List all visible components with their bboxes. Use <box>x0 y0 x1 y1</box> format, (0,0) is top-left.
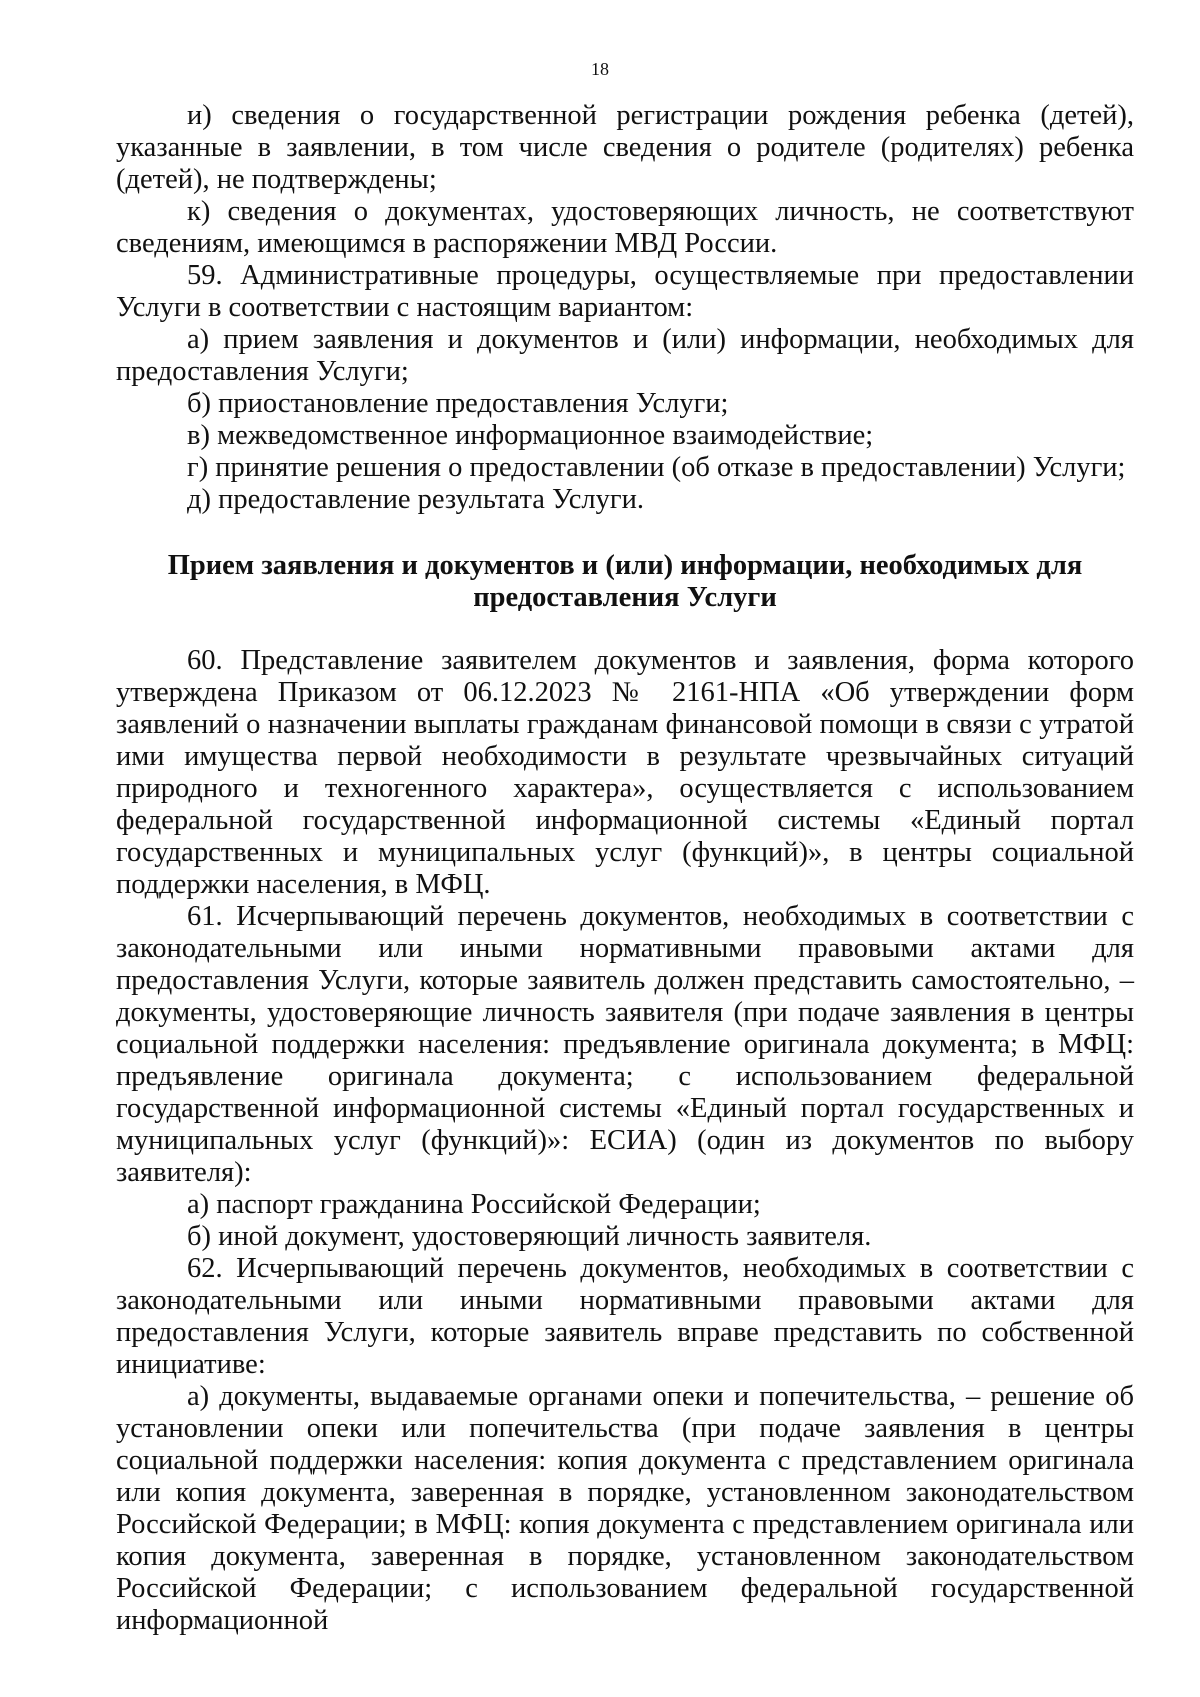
list-item-g-decision: г) принятие решения о предоставлении (об отказе в предоставлении) Услуги; <box>187 452 1126 483</box>
list-item-v-interaction: в) межведомственное информационное взаимодействие; <box>187 420 874 451</box>
list-item-d-result: д) предоставление результата Услуги. <box>187 484 644 515</box>
page-number: 18 <box>591 59 609 79</box>
section-heading: Прием заявления и документов и (или) информации, необходимых для предоставления Услуги <box>167 550 1083 613</box>
paragraph-i-birth-registration: и) сведения о государственной регистрации рождения ребенка (детей), указанные в заявлении, в том числе сведения о родителе (родителях) ребенка (детей), не подтверждены; <box>116 100 1134 195</box>
list-item-b-suspension: б) приостановление предоставления Услуги; <box>187 388 729 419</box>
paragraph-62-optional-documents: 62. Исчерпывающий перечень документов, необходимых в соответствии с законодательными или иными нормативными правовыми актами для предоставления Услуги, которые заявитель вправе представить по собственной инициативе: <box>116 1253 1134 1380</box>
list-item-a-guardianship: а) документы, выдаваемые органами опеки и попечительства, – решение об установлении опеки или попечительства (при подаче заявления в центры социальной поддержки населения: копия документа с представлением оригинала или копия документа, заверенная в порядке, установленном законодательством Российской Федерации; в МФЦ: копия документа с представлением оригинала или копия документа, заверенная в порядке, установленном законодательством Российской Федерации; с использованием федеральной государственной информационной <box>116 1381 1134 1636</box>
list-item-a-passport: а) паспорт гражданина Российской Федерации; <box>187 1189 761 1220</box>
paragraph-k-identity-documents: к) сведения о документах, удостоверяющих личность, не соответствуют сведениям, имеющимся в распоряжении МВД России. <box>116 196 1134 259</box>
list-item-b-other-document: б) иной документ, удостоверяющий личность заявителя. <box>187 1221 872 1252</box>
list-item-a-reception: а) прием заявления и документов и (или) информации, необходимых для предоставления Услуги; <box>116 324 1134 387</box>
paragraph-61-required-documents: 61. Исчерпывающий перечень документов, необходимых в соответствии с законодательными или иными нормативными правовыми актами для предоставления Услуги, которые заявитель должен представить самостоятельно, – документы, удостоверяющие личность заявителя (при подаче заявления в центры социальной поддержки населения: предъявление оригинала документа; в МФЦ: предъявление оригинала документа; с использованием федеральной государственной информационной системы «Единый портал государственных и муниципальных услуг (функций)»: ЕСИА) (один из документов по выбору заявителя): <box>116 901 1134 1188</box>
paragraph-60-submission: 60. Представление заявителем документов и заявления, форма которого утверждена Приказом от 06.12.2023 № 2161-НПА «Об утверждении форм заявлений о назначении выплаты гражданам финансовой помощи в связи с утратой ими имущества первой необходимости в результате чрезвычайных ситуаций природного и техногенного характера», осуществляется с использованием федеральной государственной информационной системы «Единый портал государственных и муниципальных услуг (функций)», в центры социальной поддержки населения, в МФЦ. <box>116 645 1134 900</box>
paragraph-59-procedures: 59. Административные процедуры, осуществляемые при предоставлении Услуги в соответствии с настоящим вариантом: <box>116 260 1134 323</box>
